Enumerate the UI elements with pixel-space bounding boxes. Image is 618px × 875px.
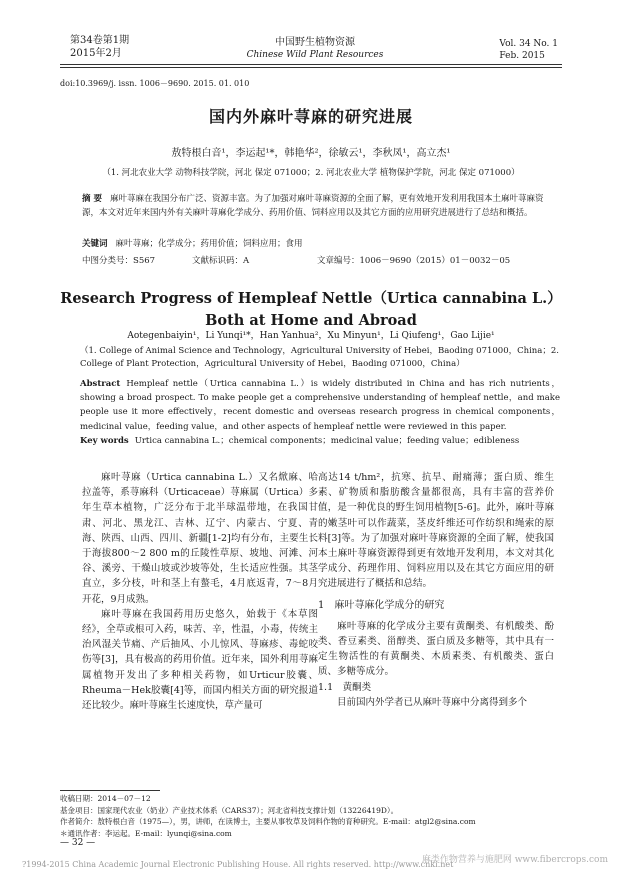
- abstract-cn-text: 麻叶荨麻在我国分布广泛、资源丰富。为了加强对麻叶荨麻资源的全面了解，更有效地开发利用我国本土麻叶荨麻资源，本文对近年来国内外有关麻叶荨麻化学成分、药用价值、饲料应用以及其它方面的应用研究进展进行了总结和概括。: [82, 194, 544, 218]
- keywords-cn-label: 关键词: [82, 239, 108, 249]
- classification-info: [82, 255, 552, 269]
- affiliations-en: （1. College of Animal Science and Technology，Agricultural University of Hebei，Baoding 071000，China；2. College of Plant Protection，Agricultural University of Hebei，Baoding 071000，China）: [80, 346, 559, 369]
- copyright-line: ?1994-2015 China Academic Journal Electronic Publishing House. All rights reserved. http://www.cnki.net: [22, 860, 454, 869]
- body-paragraph: 麻叶荨麻（Urtica cannabina L.）又名焮麻、哈拉盖等，系荨麻科（Urticaceae）荨麻属（Urtica）多年生草本植物，广泛分布于北半球温带地，在我国甘肃、河北、黑龙江、吉林、辽宁、内蒙古、宁夏、青海、陕西、山西、四川、新疆[1-2]均有分布，主要生长于海拔800～2 800 m的丘陵性草原、坡地、河滩、河谷、溪旁、干燥山坡或沙坡等处，生长适应性强。其茎直立，多分枝，叶和茎上有螯毛，4月底返青，7～8月开花，9月成熟。: [82, 472, 318, 605]
- title-en: [60, 288, 562, 332]
- issue-info: [70, 34, 129, 60]
- body-paragraph: 麻叶荨麻的化学成分主要有黄酮类、有机酸类、酚类、香豆素类、甾醇类、蛋白质及多糖等，其中具有一定生物活性的有黄酮类、木质素类、有机酸类、蛋白质、多糖等成分。: [318, 620, 554, 678]
- header-rule-2: [60, 67, 562, 68]
- abstract-en-label: Abstract: [80, 379, 121, 389]
- volume-en: Vol. 34 No. 1: [499, 39, 558, 49]
- keywords-en-label: Key words: [80, 435, 129, 446]
- section-heading: 1 麻叶荨麻化学成分的研究: [318, 599, 445, 611]
- journal-name: [180, 36, 450, 62]
- header-rule: [60, 64, 562, 65]
- watermark: 麻类作物营养与施肥网 www.fibercrops.com: [421, 855, 608, 865]
- title-en-line1: Research Progress of Hempleaf Nettle（Urtica cannabina L.）: [60, 290, 562, 307]
- date-en: Feb. 2015: [499, 51, 545, 61]
- body-paragraph: 麻叶荨麻在我国药用历史悠久，始载于《本草图经》，全草或根可入药，味苦、辛，性温，小毒，传统主治风湿关节痛、产后抽风、小儿惊风、荨麻疹、毒蛇咬伤等[3]，具有极高的药用价值。近年来，国外利用荨麻属植物开发出了多种相关药物，如Urticur胶囊、Rheuma－Hek胶囊[4]等，而国内相关方面的研究报道还比较少。麻叶荨麻生长速度快，草产量可: [82, 608, 318, 712]
- author-bio: 作者简介：敖特根白音（1975—），男，讲师，在读博士，主要从事牧草及饲料作物的育种研究。E-mail：atgl2@sina.com: [60, 817, 476, 826]
- abstract-en-text: Hempleaf nettle（Urtica cannabina L.）is widely distributed in China and has rich nutrients，showing a broad prospect. To make people get a comprehensive understanding of hempleaf nettle，and make people use it more effectively，recent domestic and overseas research progress in chemical components，medicinal value，feeding value，and other aspects of hempleaf nettle were reviewed in this paper.: [80, 379, 560, 432]
- article-number: 文章编号：1006－9690（2015）01－0032－05: [317, 256, 511, 266]
- abstract-cn: [82, 193, 552, 220]
- keywords-en: [80, 434, 560, 448]
- date-cn: 2015年2月: [70, 48, 122, 59]
- fund-info: 基金项目：国家现代农业（奶业）产业技术体系（CARS37）；河北省科技支撑计划（13226419D）。: [60, 805, 399, 815]
- title-cn: 国内外麻叶荨麻的研究进展: [208, 107, 413, 126]
- doc-code: 文献标识码：A: [192, 256, 250, 266]
- title-en-line2: Both at Home and Abroad: [205, 312, 417, 329]
- issue-info-en: [499, 38, 558, 62]
- volume-cn: 第34卷第1期: [70, 35, 130, 46]
- page-number: — 32 —: [60, 838, 96, 848]
- keywords-cn-text: 麻叶荨麻；化学成分；药用价值；饲料应用；食用: [115, 239, 303, 249]
- affiliations-cn: （1. 河北农业大学 动物科技学院，河北 保定 071000；2. 河北农业大学 植物保护学院，河北 保定 071000）: [102, 168, 520, 178]
- corresponding-author: ＊通讯作者：李运起。E-mail：lyunqi@sina.com: [60, 828, 232, 838]
- body-left-column: [82, 470, 318, 713]
- body-paragraph: 目前国内外学者已从麻叶荨麻中分离得到多个: [337, 696, 528, 708]
- journal-en: Chinese Wild Plant Resources: [246, 50, 384, 60]
- body-right-column: [318, 470, 554, 710]
- body-paragraph: 高达14 t/hm²，抗寒、抗旱、耐痛薄；蛋白质、维生素、矿物质和脂肪酸含量都很高，具有丰富的营养价值，是一种优良的野生饲用植物[5-6]。此外，麻叶荨麻的嫩茎叶可以作蔬菜，茎皮纤维还可作纺织和绳索的原料[3]等。为了加强对麻叶荨麻资源的全面了解，使我国本土麻叶荨麻资源得到更有效地开发利用，本文对其化学成分、药理作用、饲料应用以及在其它方面应用的研究进展进行了概括和总结。: [318, 472, 554, 590]
- doi: doi:10.3969/j. issn. 1006－9690. 2015. 01. 010: [60, 79, 250, 88]
- abstract-en: [80, 377, 560, 448]
- keywords-en-text: Urtica cannabina L.；chemical components；medicinal value；feeding value；edibleness: [134, 435, 520, 446]
- footnote: [60, 793, 562, 839]
- clc-number: 中图分类号：S567: [82, 256, 156, 266]
- authors-en: Aotegenbaiyin¹，Li Yunqi¹*，Han Yanhua²，Xu Minyun¹，Li Qiufeng¹，Gao Lijie¹: [127, 331, 495, 341]
- received-date: 收稿日期：2014－07－12: [60, 794, 151, 803]
- abstract-cn-label: 摘 要: [82, 194, 102, 204]
- keywords-cn: [82, 238, 552, 252]
- footnote-rule: [60, 790, 160, 791]
- journal-cn: 中国野生植物资源: [275, 37, 355, 48]
- subsection-heading: 1.1 黄酮类: [318, 681, 372, 693]
- authors-cn: 敖特根白音¹，李运起¹*，韩艳华²，徐敏云¹，李秋凤¹，高立杰¹: [171, 148, 451, 159]
